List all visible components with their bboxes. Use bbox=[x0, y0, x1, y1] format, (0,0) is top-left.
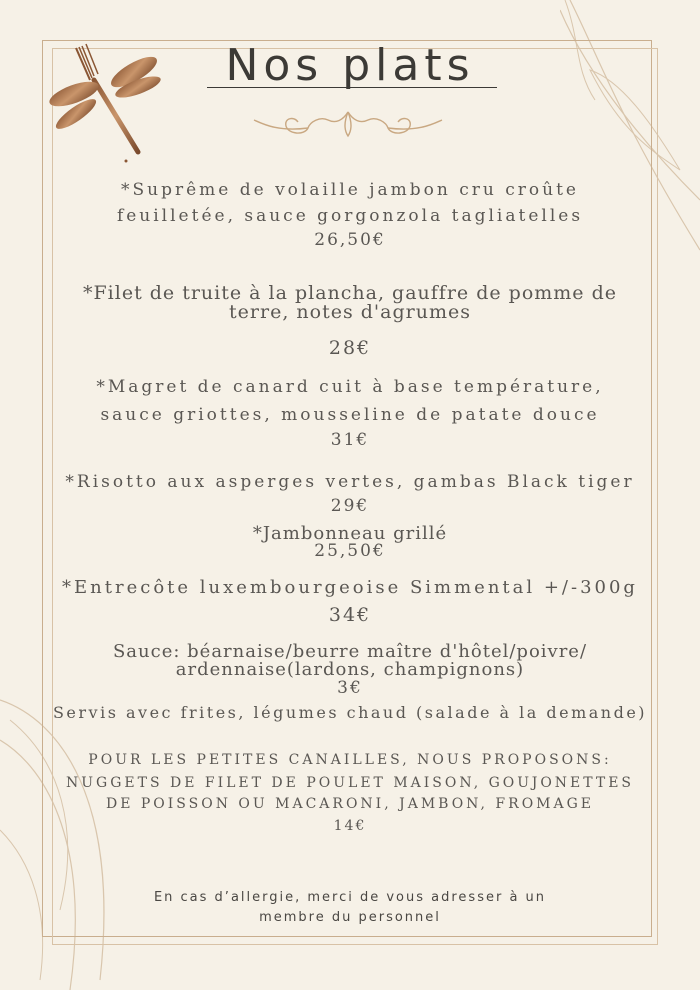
sauce-line-1: Sauce: béarnaise/beurre maître d'hôtel/poivre/ bbox=[112, 641, 588, 662]
dish-4-price: 29€ bbox=[330, 496, 370, 516]
kids-line-2: NUGGETS DE FILET DE POULET MAISON, GOUJONETTES bbox=[65, 775, 635, 791]
dish-1-price: 26,50€ bbox=[314, 230, 386, 250]
dish-2-price: 28€ bbox=[328, 337, 372, 359]
kids-price: 14€ bbox=[333, 818, 367, 834]
ornament-flourish bbox=[248, 106, 448, 140]
kids-line-1: POUR LES PETITES CANAILLES, NOUS PROPOSONS: bbox=[88, 752, 612, 768]
dish-5-price: 25,50€ bbox=[314, 541, 386, 561]
dish-5-line-1: *Jambonneau grillé bbox=[252, 523, 448, 544]
sauce-line-2: ardennaise(lardons, champignons) bbox=[175, 659, 525, 680]
menu-title: Nos plats bbox=[225, 40, 475, 91]
dish-2-line-1: *Filet de truite à la plancha, gauffre de pomme de bbox=[83, 282, 617, 304]
title-underline bbox=[207, 87, 497, 88]
kids-line-3: DE POISSON OU MACARONI, JAMBON, FROMAGE bbox=[105, 796, 595, 812]
sides-note: Servis avec frites, légumes chaud (salade à la demande) bbox=[52, 703, 648, 722]
dish-4-line-1: *Risotto aux asperges vertes, gambas Black tiger bbox=[65, 472, 635, 492]
allergy-note-line-2: membre du personnel bbox=[259, 910, 441, 925]
dish-1-line-2: feuilletée, sauce gorgonzola tagliatelles bbox=[116, 206, 584, 226]
sauce-price: 3€ bbox=[337, 678, 363, 698]
dish-3-line-1: *Magret de canard cuit à base température, bbox=[96, 377, 604, 397]
dish-2-line-2: terre, notes d'agrumes bbox=[229, 301, 471, 323]
dish-6-price: 34€ bbox=[328, 604, 372, 626]
dish-3-price: 31€ bbox=[330, 430, 370, 450]
dish-3-line-2: sauce griottes, mousseline de patate douce bbox=[100, 405, 600, 425]
dish-6-line-1: *Entrecôte luxembourgeoise Simmental +/-300g bbox=[62, 577, 638, 598]
dish-1-line-1: *Suprême de volaille jambon cru croûte bbox=[120, 180, 579, 200]
allergy-note-line-1: En cas d’allergie, merci de vous adresser à un bbox=[153, 890, 547, 905]
